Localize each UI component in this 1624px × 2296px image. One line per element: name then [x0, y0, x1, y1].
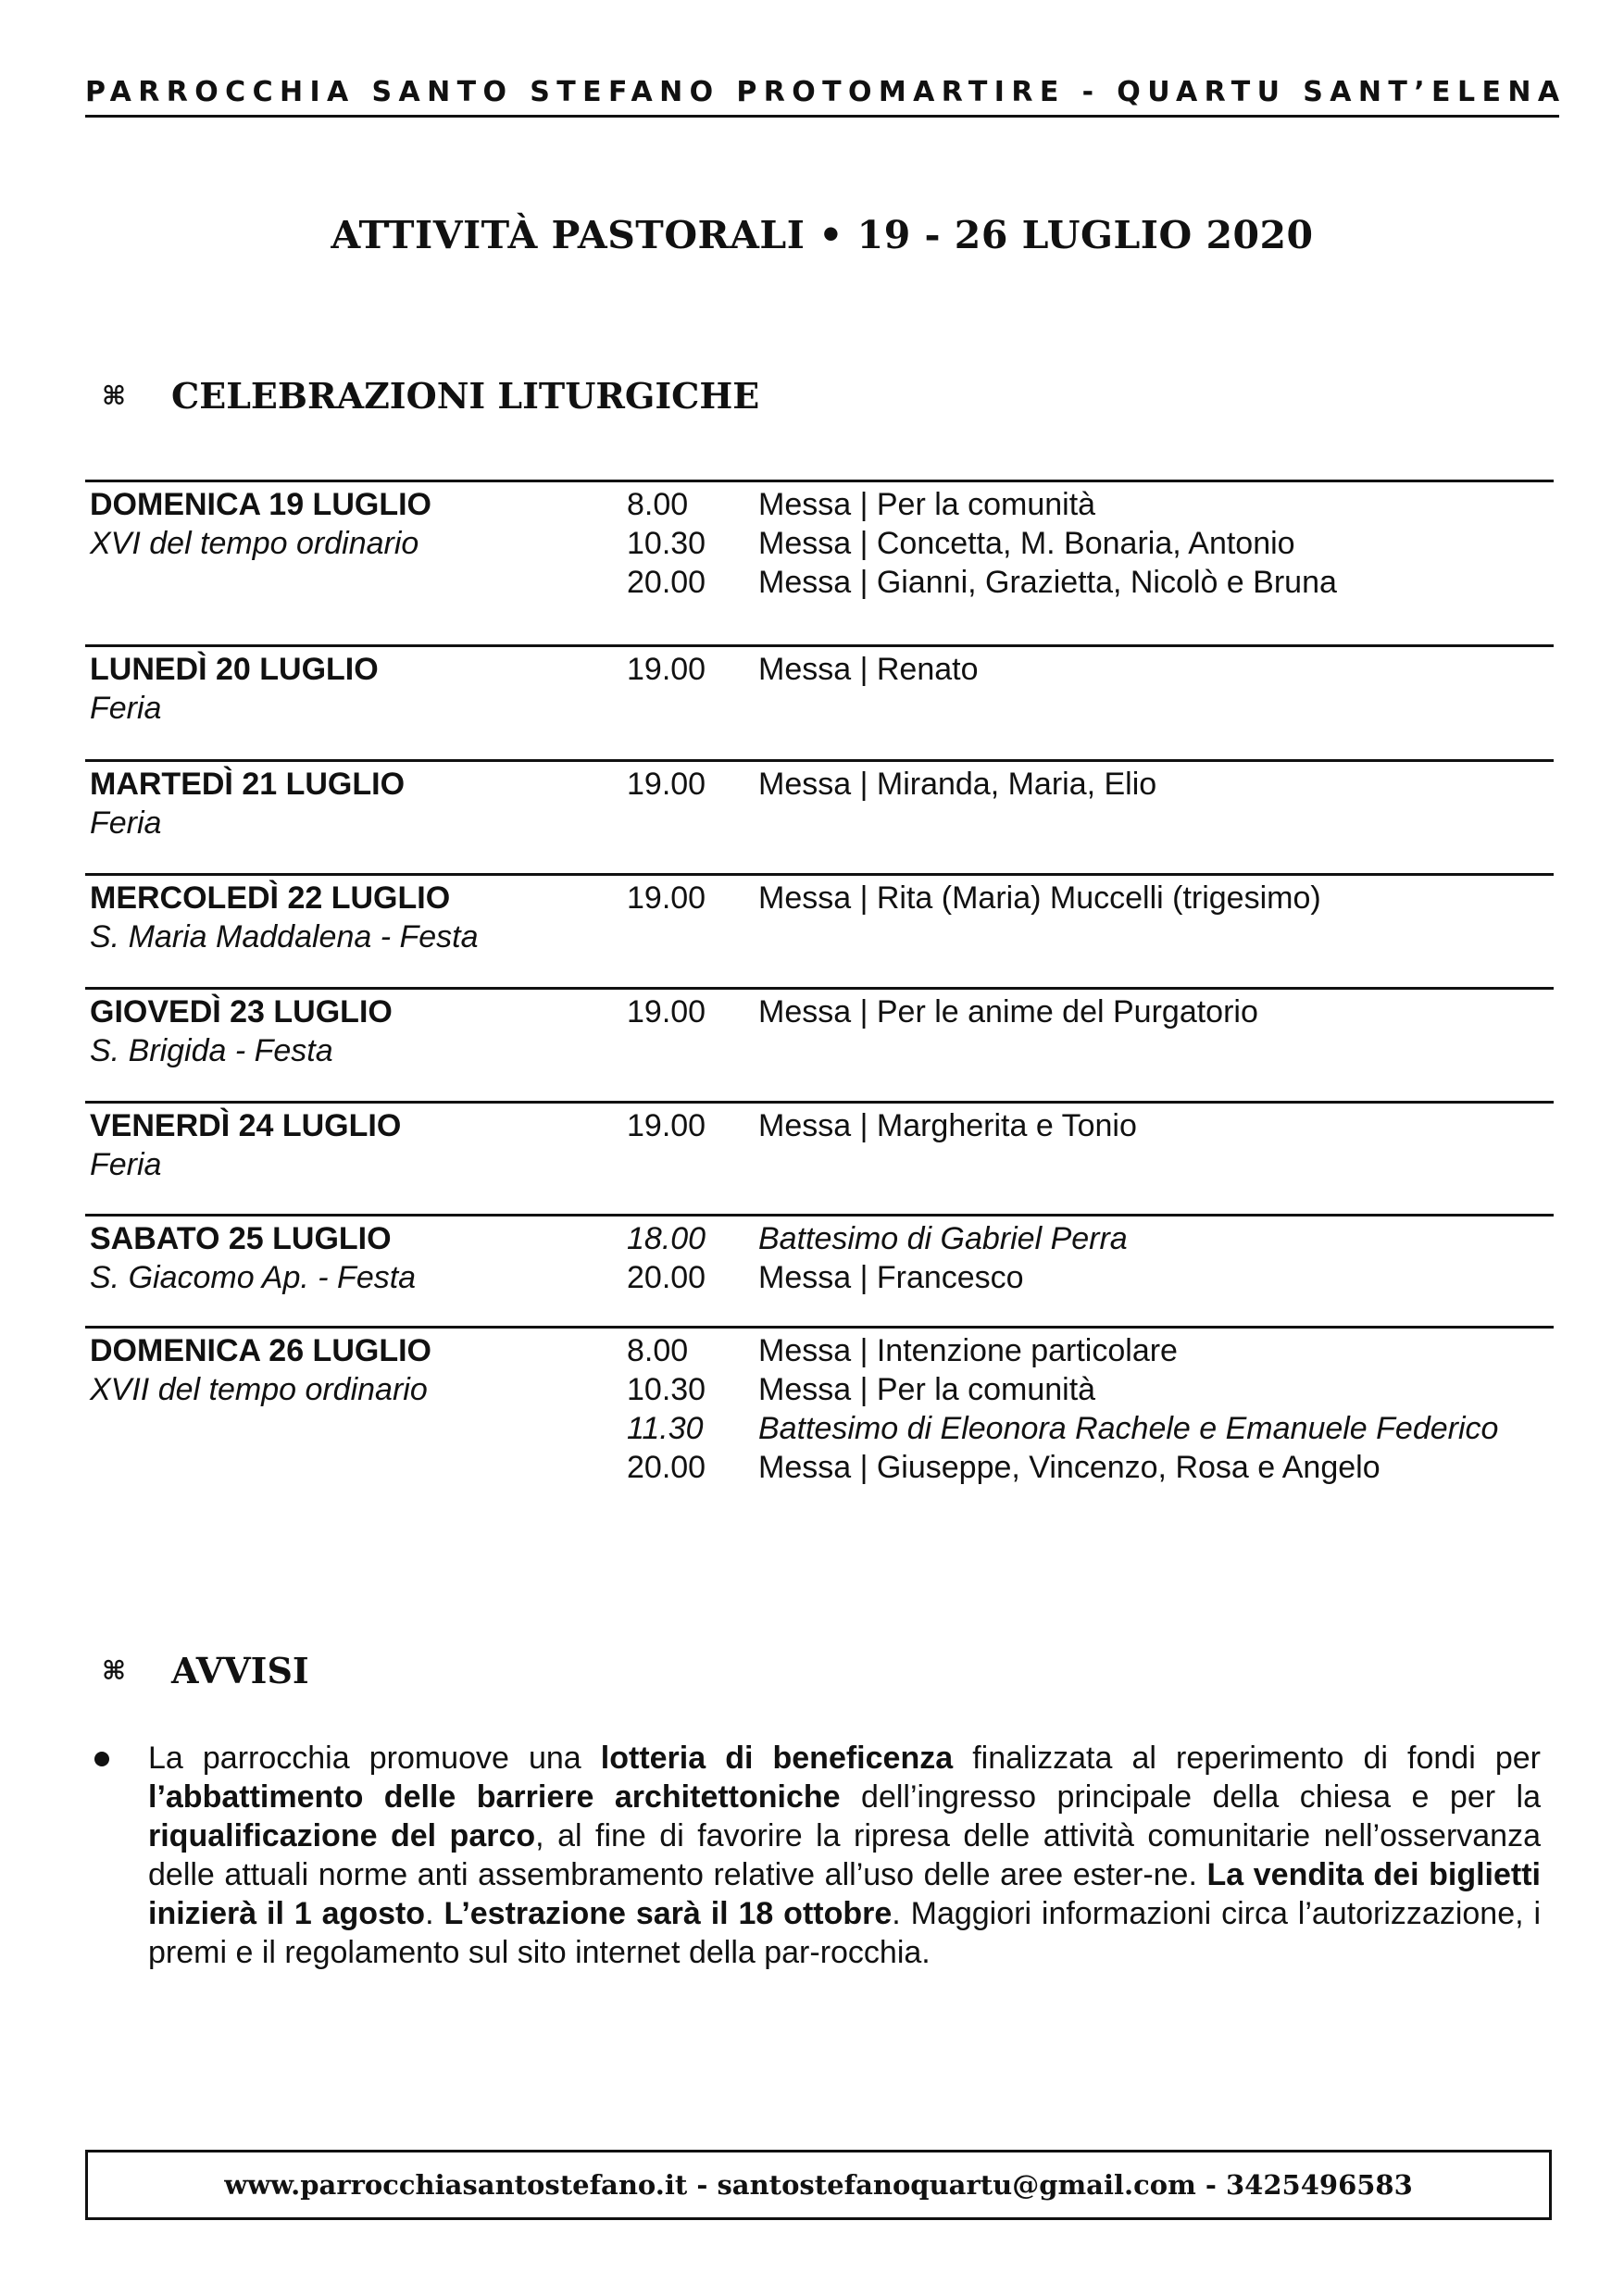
liturgical-day: XVII del tempo ordinario	[90, 1372, 428, 1407]
service-description: Messa | Per le anime del Purgatorio	[758, 994, 1258, 1029]
service-time: 20.00	[627, 565, 706, 600]
service-list	[627, 1106, 1554, 1145]
service-description: Messa | Rita (Maria) Muccelli (trigesimo)	[758, 880, 1321, 916]
service-description: Messa | Per la comunità	[758, 487, 1096, 522]
service-item	[627, 563, 1554, 602]
service-description: Messa | Margherita e Tonio	[758, 1108, 1137, 1143]
day-name: GIOVEDÌ 23 LUGLIO	[90, 994, 393, 1029]
day-info	[90, 879, 645, 956]
service-list	[627, 879, 1554, 917]
section-title-text: CELEBRAZIONI LITURGICHE	[171, 375, 760, 417]
section-title-notices	[102, 1650, 309, 1691]
lottery-notice	[148, 1739, 1541, 1972]
day-row	[85, 873, 1554, 987]
service-item	[627, 1106, 1554, 1145]
liturgical-day: Feria	[90, 691, 162, 726]
liturgical-day: Feria	[90, 1147, 162, 1182]
liturgical-day: S. Maria Maddalena - Festa	[90, 919, 479, 955]
notice-text: dell’ingresso principale della chiesa e per la	[840, 1779, 1541, 1815]
day-row	[85, 644, 1554, 759]
contact-footer	[85, 2150, 1552, 2220]
notice-text: finalizzata al reperimento di fondi per	[953, 1741, 1541, 1776]
day-name: MARTEDÌ 21 LUGLIO	[90, 767, 406, 802]
service-description: Messa | Giuseppe, Vincenzo, Rosa e Angelo	[758, 1450, 1380, 1485]
service-item	[627, 485, 1554, 524]
service-description: Messa | Per la comunità	[758, 1372, 1096, 1407]
day-info	[90, 650, 645, 728]
day-row	[85, 480, 1554, 644]
service-time: 19.00	[627, 652, 706, 687]
service-item	[627, 1258, 1554, 1297]
liturgical-day: S. Giacomo Ap. - Festa	[90, 1260, 417, 1295]
day-name: MERCOLEDÌ 22 LUGLIO	[90, 880, 451, 916]
notice-emphasis: L’estrazione sarà il 18 ottobre	[443, 1896, 893, 1931]
day-info	[90, 485, 645, 563]
day-name: VENERDÌ 24 LUGLIO	[90, 1108, 402, 1143]
service-item	[627, 765, 1554, 804]
notice-emphasis: lotteria di beneficenza	[600, 1741, 954, 1776]
section-title-celebrations	[102, 375, 759, 417]
day-row	[85, 1326, 1554, 1485]
day-name: DOMENICA 19 LUGLIO	[90, 487, 431, 522]
service-time: 19.00	[627, 994, 706, 1029]
service-time: 19.00	[627, 767, 706, 802]
celebrations-schedule	[85, 480, 1554, 1485]
service-description: Messa | Miranda, Maria, Elio	[758, 767, 1157, 802]
page-title: ATTIVITÀ PASTORALI • 19 - 26 LUGLIO 2020	[331, 213, 1314, 257]
contact-info: www.parrocchiasantostefano.it - santostefanoquartu@gmail.com - 3425496583	[224, 2169, 1413, 2201]
service-list	[627, 485, 1554, 602]
service-time: 10.30	[627, 1372, 706, 1407]
service-time: 8.00	[627, 487, 689, 522]
day-row	[85, 1101, 1554, 1214]
day-info	[90, 765, 645, 842]
notice-emphasis: riqualificazione del parco	[148, 1818, 536, 1853]
service-time: 10.30	[627, 526, 706, 561]
service-item	[627, 1409, 1554, 1448]
day-row	[85, 759, 1554, 873]
section-marker-icon: ⌘	[102, 381, 126, 411]
notice-text: . Maggiori informazioni circa l’autorizzazione, i premi e il regolamento sul sito internet della par-rocchia.	[148, 1896, 1542, 1970]
service-item	[627, 879, 1554, 917]
service-description: Messa | Francesco	[758, 1260, 1024, 1295]
service-item	[627, 1370, 1554, 1409]
service-time: 20.00	[627, 1450, 706, 1485]
service-description: Battesimo di Gabriel Perra	[758, 1221, 1128, 1256]
day-info	[90, 1331, 645, 1409]
notice-emphasis: l’abbattimento delle barriere architettoniche	[148, 1779, 841, 1815]
bullet-icon	[94, 1752, 109, 1766]
service-description: Messa | Intenzione particolare	[758, 1333, 1178, 1368]
service-description: Messa | Gianni, Grazietta, Nicolò e Bruna	[758, 565, 1337, 600]
liturgical-day: S. Brigida - Festa	[90, 1033, 333, 1068]
service-time: 20.00	[627, 1260, 706, 1295]
service-list	[627, 1331, 1554, 1487]
day-info	[90, 1219, 645, 1297]
service-list	[627, 765, 1554, 804]
notice-text: , al fine di favorire la ripresa delle attività comunitarie nell’osservanza delle attuali norme anti assembramento relative all’uso delle aree ester-ne.	[148, 1818, 1541, 1892]
service-description: Messa | Renato	[758, 652, 979, 687]
service-time: 19.00	[627, 1108, 706, 1143]
service-time: 19.00	[627, 880, 706, 916]
service-time: 8.00	[627, 1333, 689, 1368]
service-list	[627, 1219, 1554, 1297]
service-list	[627, 650, 1554, 689]
service-time: 11.30	[627, 1411, 704, 1446]
liturgical-day: XVI del tempo ordinario	[90, 526, 419, 561]
service-item	[627, 1219, 1554, 1258]
service-item	[627, 1331, 1554, 1370]
service-description: Battesimo di Eleonora Rachele e Emanuele Federico	[758, 1411, 1499, 1446]
day-name: SABATO 25 LUGLIO	[90, 1221, 392, 1256]
service-time: 18.00	[627, 1221, 706, 1256]
day-name: LUNEDÌ 20 LUGLIO	[90, 652, 379, 687]
day-row	[85, 987, 1554, 1101]
parish-header: PARROCCHIA SANTO STEFANO PROTOMARTIRE - QUARTU SANT’ELENA	[85, 76, 1567, 108]
day-name: DOMENICA 26 LUGLIO	[90, 1333, 431, 1368]
header-rule	[85, 115, 1559, 118]
liturgical-day: Feria	[90, 805, 162, 841]
service-item	[627, 1448, 1554, 1487]
section-marker-icon: ⌘	[102, 1655, 126, 1686]
service-item	[627, 524, 1554, 563]
day-info	[90, 1106, 645, 1184]
service-item	[627, 650, 1554, 689]
service-description: Messa | Concetta, M. Bonaria, Antonio	[758, 526, 1295, 561]
notice-text: La parrocchia promuove una	[148, 1741, 601, 1776]
day-row	[85, 1214, 1554, 1326]
notice-text: .	[425, 1896, 444, 1931]
notice-emphasis: La vendita dei biglietti inizierà il 1 agosto	[148, 1857, 1541, 1931]
day-info	[90, 992, 645, 1070]
service-list	[627, 992, 1554, 1031]
service-item	[627, 992, 1554, 1031]
section-title-text: AVVISI	[171, 1650, 309, 1691]
